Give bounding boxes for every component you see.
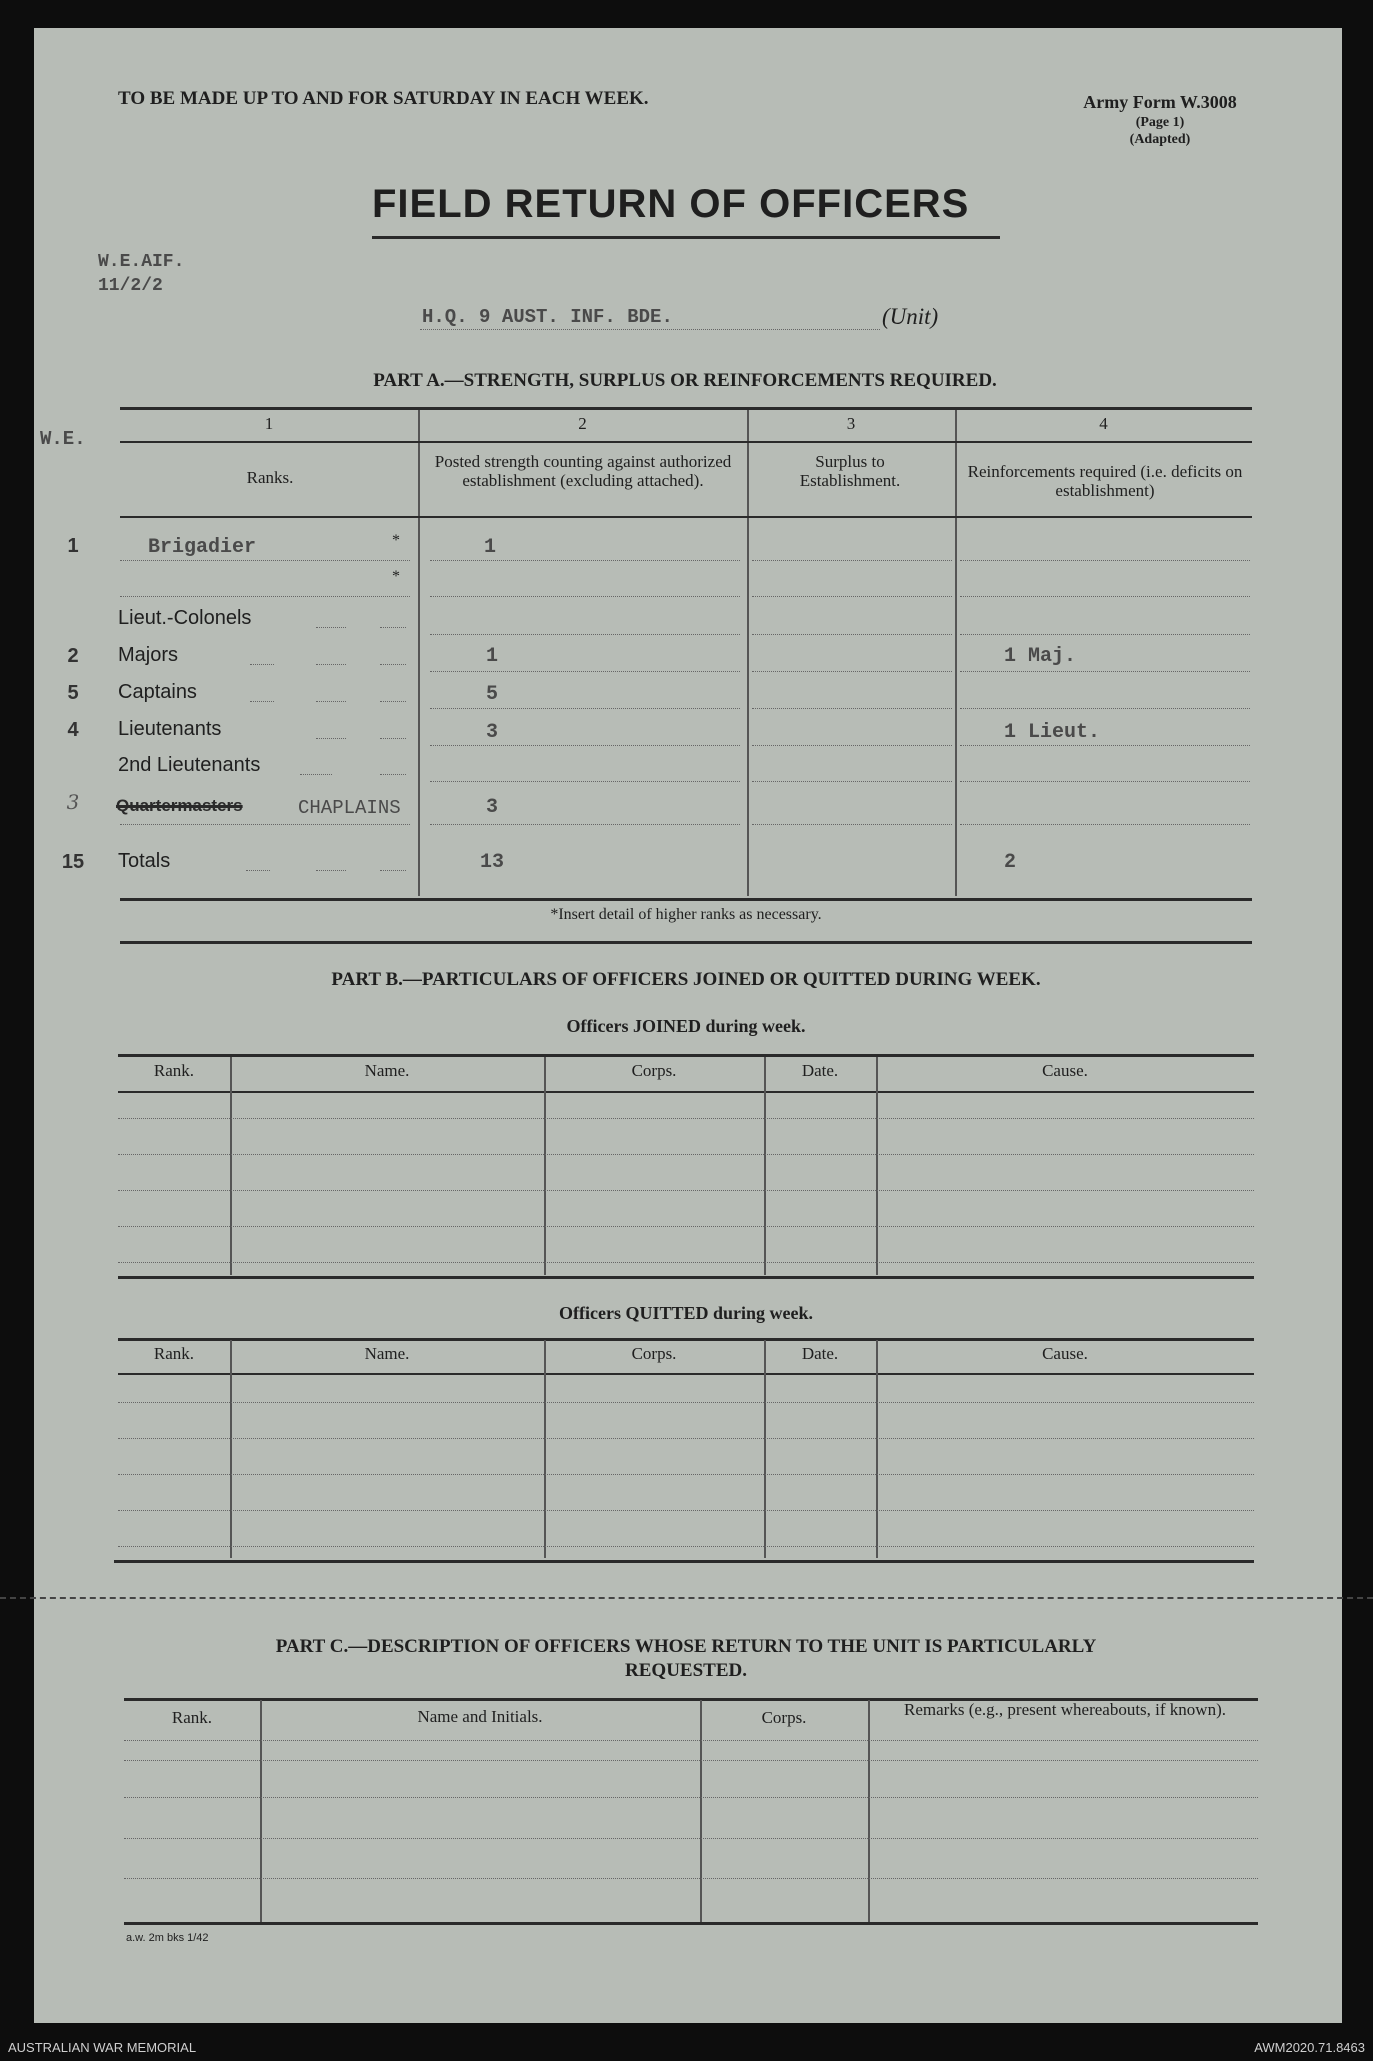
- form-number: Army Form W.3008: [1083, 92, 1237, 112]
- archive-footer-right: AWM2020.71.8463: [1254, 2040, 1365, 2055]
- we-reference-line2: 11/2/2: [98, 276, 163, 296]
- row-rank: 2nd Lieutenants: [118, 754, 261, 776]
- joined-col-cause: Cause.: [1042, 1061, 1088, 1080]
- row-we: 1: [67, 535, 79, 557]
- row-rank-override: CHAPLAINS: [298, 797, 401, 819]
- quitted-bottom-rule: [114, 1560, 1254, 1563]
- row-rank: Captains: [118, 681, 197, 703]
- joined-title: Officers JOINED during week.: [566, 1016, 806, 1036]
- joined-col-rank: Rank.: [153, 1061, 195, 1080]
- row-strength: 1: [484, 536, 497, 559]
- perforation-line: [0, 1597, 1373, 1599]
- part-a-end-rule: [120, 941, 1252, 944]
- unit-value: H.Q. 9 AUST. INF. BDE.: [422, 306, 673, 328]
- row-strength: 3: [486, 796, 499, 819]
- joined-top-rule: [118, 1054, 1254, 1057]
- col-header-ranks: Ranks.: [246, 468, 294, 487]
- quitted-col-name: Name.: [364, 1344, 410, 1363]
- row-strength: 3: [486, 721, 499, 744]
- row-reinforcements: 1 Lieut.: [1004, 721, 1101, 744]
- row-rank-struck: Quartermasters: [116, 796, 243, 815]
- col-divider-2: [747, 410, 749, 896]
- print-code: a.w. 2m bks 1/42: [126, 1932, 209, 1944]
- row-star: *: [392, 568, 400, 585]
- col-divider-1: [418, 410, 420, 896]
- row-star: *: [392, 532, 400, 549]
- instruction-text: TO BE MADE UP TO AND FOR SATURDAY IN EACH WEEK.: [118, 88, 649, 109]
- col-divider-3: [955, 410, 957, 896]
- quitted-col-corps: Corps.: [631, 1344, 677, 1363]
- row-rank: Majors: [118, 644, 179, 666]
- part-a-heading: PART A.—STRENGTH, SURPLUS OR REINFORCEMENTS REQUIRED.: [373, 370, 997, 391]
- quitted-top-rule: [118, 1338, 1254, 1341]
- row-we: 5: [67, 682, 79, 704]
- col-number-3: 3: [846, 414, 856, 433]
- row-we: 3: [66, 790, 80, 814]
- joined-col-name: Name.: [364, 1061, 410, 1080]
- row-rank: Lieut.-Colonels: [118, 607, 252, 629]
- part-a-bottom-rule: [120, 898, 1252, 901]
- joined-col-date: Date.: [801, 1061, 839, 1080]
- quitted-col-rank: Rank.: [153, 1344, 195, 1363]
- part-c-col-remarks: Remarks (e.g., present whereabouts, if known).: [904, 1700, 1226, 1719]
- row-rank: Brigadier: [148, 536, 257, 559]
- part-a-top-rule: [120, 407, 1252, 410]
- joined-col-corps: Corps.: [631, 1061, 677, 1080]
- quitted-title: Officers QUITTED during week.: [559, 1303, 813, 1323]
- title-underline: [372, 236, 1000, 239]
- unit-dotted-line: [420, 329, 880, 330]
- row-reinforcements: 1 Maj.: [1004, 645, 1077, 668]
- part-c-col-rank: Rank.: [171, 1708, 213, 1727]
- form-page: (Page 1): [1135, 115, 1185, 130]
- row-rank: Lieutenants: [118, 718, 222, 740]
- page-title: FIELD RETURN OF OFFICERS: [372, 182, 970, 226]
- col-header-posted-strength: Posted strength counting against authorized establishment (excluding attached).: [434, 452, 732, 490]
- col-number-2: 2: [578, 414, 587, 433]
- row-we: 15: [61, 851, 85, 873]
- quitted-col-date: Date.: [801, 1344, 839, 1363]
- part-a-header-rule: [120, 516, 1252, 518]
- unit-label: (Unit): [882, 304, 939, 329]
- part-c-bottom-rule: [124, 1922, 1258, 1925]
- col-header-reinforcements: Reinforcements required (i.e. deficits on establishment): [967, 462, 1243, 500]
- row-we: 4: [67, 719, 79, 741]
- col-header-surplus: Surplus to Establishment.: [799, 452, 901, 490]
- col-number-1: 1: [264, 414, 274, 433]
- row-strength: 5: [486, 683, 499, 706]
- we-reference-line1: W.E.AIF.: [98, 252, 185, 272]
- quitted-col-cause: Cause.: [1042, 1344, 1088, 1363]
- part-c-heading-line2: REQUESTED.: [625, 1660, 747, 1681]
- row-reinforcements: 2: [1004, 851, 1017, 874]
- form-note: (Adapted): [1129, 132, 1191, 147]
- row-strength: 13: [480, 851, 505, 874]
- row-rank: Totals: [118, 850, 171, 872]
- part-b-heading: PART B.—PARTICULARS OF OFFICERS JOINED OR QUITTED DURING WEEK.: [331, 969, 1041, 990]
- joined-bottom-rule: [118, 1276, 1254, 1279]
- archive-footer-left: AUSTRALIAN WAR MEMORIAL: [8, 2040, 197, 2055]
- part-c-col-name: Name and Initials.: [417, 1707, 543, 1726]
- row-we: 2: [67, 645, 79, 667]
- part-c-col-corps: Corps.: [761, 1708, 807, 1727]
- col-number-4: 4: [1099, 414, 1108, 433]
- row-strength: 1: [486, 645, 499, 668]
- part-a-footnote: *Insert detail of higher ranks as necessary.: [550, 906, 822, 923]
- we-column-label: W.E.: [40, 428, 86, 450]
- part-c-heading-line1: PART C.—DESCRIPTION OF OFFICERS WHOSE RETURN TO THE UNIT IS PARTICULARLY: [275, 1636, 1097, 1657]
- part-a-number-rule: [120, 441, 1252, 443]
